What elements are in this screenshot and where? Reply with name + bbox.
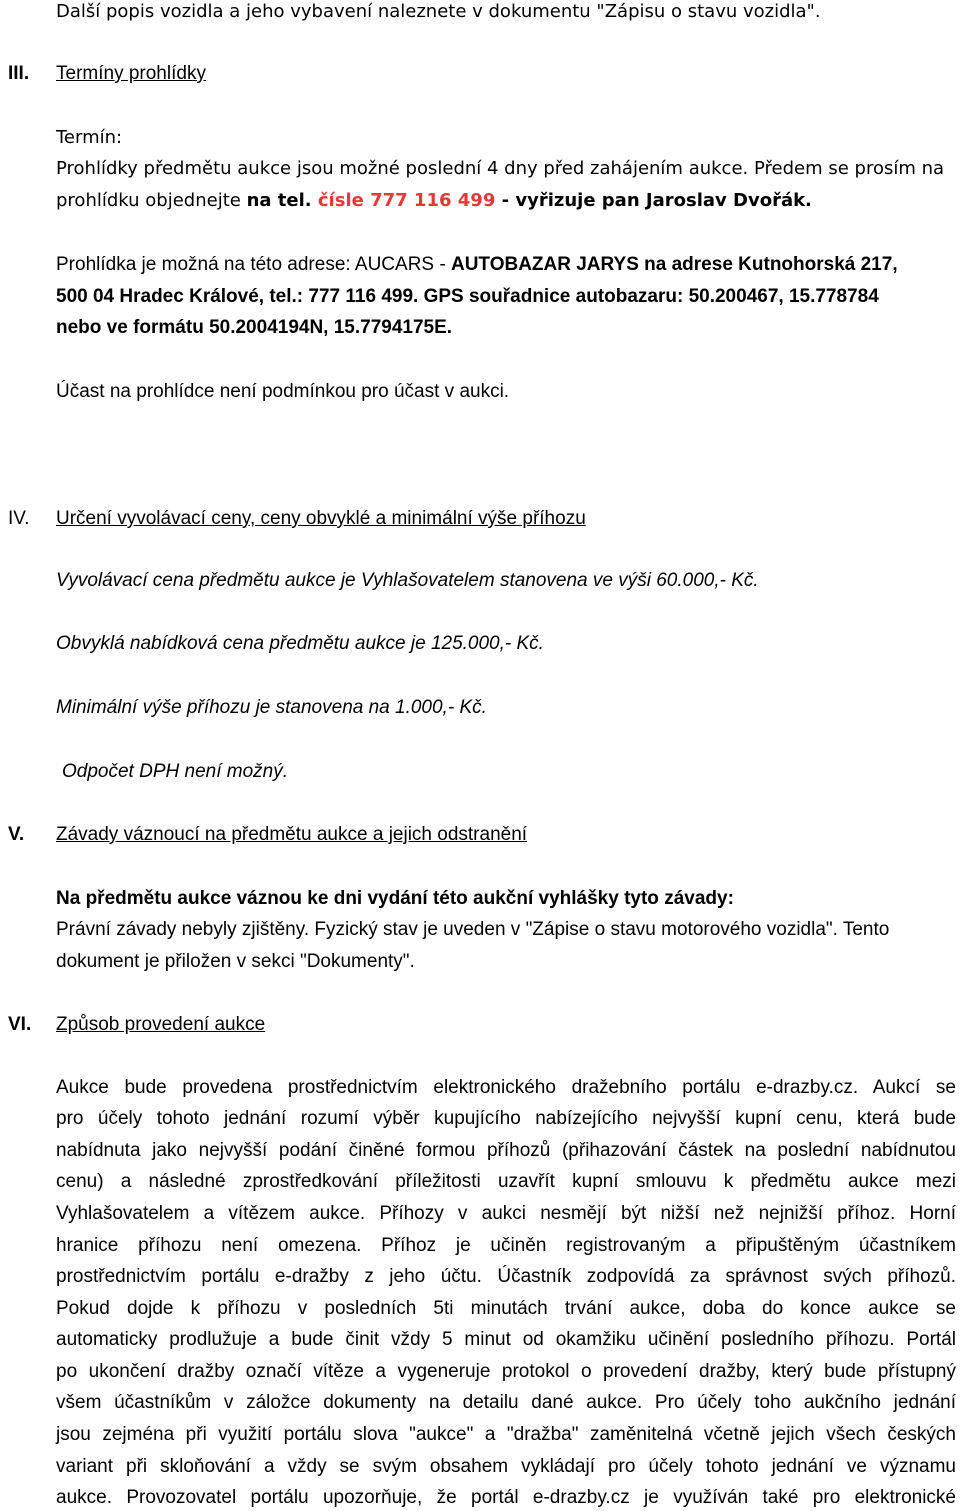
section-number: IV. <box>8 508 30 529</box>
starting-price: Vyvolávací cena předmětu aukce je Vyhlašovatelem stanovena ve výši 60.000,- Kč. <box>56 570 759 591</box>
term-label: Termín: <box>56 127 123 148</box>
paragraph-line: všem účastníkům v záložce dokumenty na detailu dané aukce. Pro účely toho aukčního jednání <box>56 1392 956 1413</box>
paragraph-line: variant při skloňování a vždy se svým obsahem vykládají pro účely tohoto jednání ve významu <box>56 1456 956 1477</box>
paragraph-line: Vyhlašovatelem a vítězem aukce. Příhozy v aukci nesmějí být nižší než nejnižší příhoz. Horní <box>56 1203 956 1224</box>
paragraph-line: nabídnuta jako nejvyšší podání činěné formou příhozů (přihazování částek na poslední nabídnutou <box>56 1140 956 1161</box>
inspection-note: Účast na prohlídce není podmínkou pro účast v aukci. <box>56 381 510 402</box>
paragraph-line: pro účely tohoto jednání rozumí výběr kupujícího nabízejícího nejvyšší kupní cenu, která bude <box>56 1108 956 1129</box>
paragraph-line: prostřednictvím portálu e-dražby z jeho účtu. Účastník zodpovídá za správnost svých příhozů. <box>56 1266 956 1287</box>
paragraph-line: Právní závady nebyly zjištěny. Fyzický stav je uveden v "Zápise o stavu motorového vozidla". Tento <box>56 919 890 940</box>
paragraph-line: automaticky prodlužuje a bude činit vždy 5 minut od okamžiku učinění posledního příhozu. Portál <box>56 1329 956 1350</box>
defects-heading: Na předmětu aukce váznou ke dni vydání této aukční vyhlášky tyto závady: <box>56 888 734 909</box>
paragraph-line: cenu) a následné zprostředkování příležitosti uzavřít kupní smlouvu k předmětu aukce mezi <box>56 1171 956 1192</box>
section-heading: Závady váznoucí na předmětu aukce a jejich odstranění <box>56 824 528 845</box>
intro-line: Další popis vozidla a jeho vybavení naleznete v dokumentu "Zápisu o stavu vozidla". <box>56 1 821 22</box>
address-line: nebo ve formátu 50.2004194N, 15.7794175E. <box>56 317 453 338</box>
minimum-bid: Minimální výše příhozu je stanovena na 1.000,- Kč. <box>56 697 487 718</box>
vat-note: Odpočet DPH není možný. <box>62 761 288 782</box>
paragraph-line: po ukončení dražby označí vítěze a vygeneruje protokol o provedení dražby, který bude přístupný <box>56 1361 956 1382</box>
address-line: Prohlídka je možná na této adrese: AUCARS - AUTOBAZAR JARYS na adrese Kutnohorská 217, <box>56 254 898 275</box>
paragraph-line: Prohlídky předmětu aukce jsou možné poslední 4 dny před zahájením aukce. Předem se prosím na <box>56 158 945 179</box>
section-heading: Určení vyvolávací ceny, ceny obvyklé a minimální výše příhozu <box>56 508 586 529</box>
paragraph-line: aukce. Provozovatel portálu upozorňuje, že portál e-drazby.cz je využíván také pro elektronické <box>56 1487 956 1508</box>
section-heading: Termíny prohlídky <box>56 63 206 84</box>
section-number: III. <box>8 63 30 84</box>
section-number: VI. <box>8 1014 32 1035</box>
section-heading: Způsob provedení aukce <box>56 1014 266 1035</box>
paragraph-line: jsou zejména při využití portálu slova "aukce" a "dražba" zaměnitelná včetně jejich všech českých <box>56 1424 956 1445</box>
paragraph-line: prohlídku objednejte na tel. čísle 777 116 499 - vyřizuje pan Jaroslav Dvořák. <box>56 190 812 211</box>
phone-number: čísle 777 116 499 <box>317 190 496 211</box>
usual-price: Obvyklá nabídková cena předmětu aukce je 125.000,- Kč. <box>56 633 544 654</box>
paragraph-line: hranice příhozu není omezena. Příhoz je učiněn registrovaným a připuštěným účastníkem <box>56 1235 956 1256</box>
paragraph-line: Pokud dojde k příhozu v posledních 5ti minutách trvání aukce, doba do konce aukce se <box>56 1298 956 1319</box>
section-number: V. <box>8 824 25 845</box>
address-line: 500 04 Hradec Králové, tel.: 777 116 499. GPS souřadnice autobazaru: 50.200467, 15.778784 <box>56 286 879 307</box>
paragraph-line: dokument je přiložen v sekci "Dokumenty". <box>56 951 415 972</box>
paragraph-line: Aukce bude provedena prostřednictvím elektronického dražebního portálu e-drazby.cz. Aukcí se <box>56 1077 956 1098</box>
